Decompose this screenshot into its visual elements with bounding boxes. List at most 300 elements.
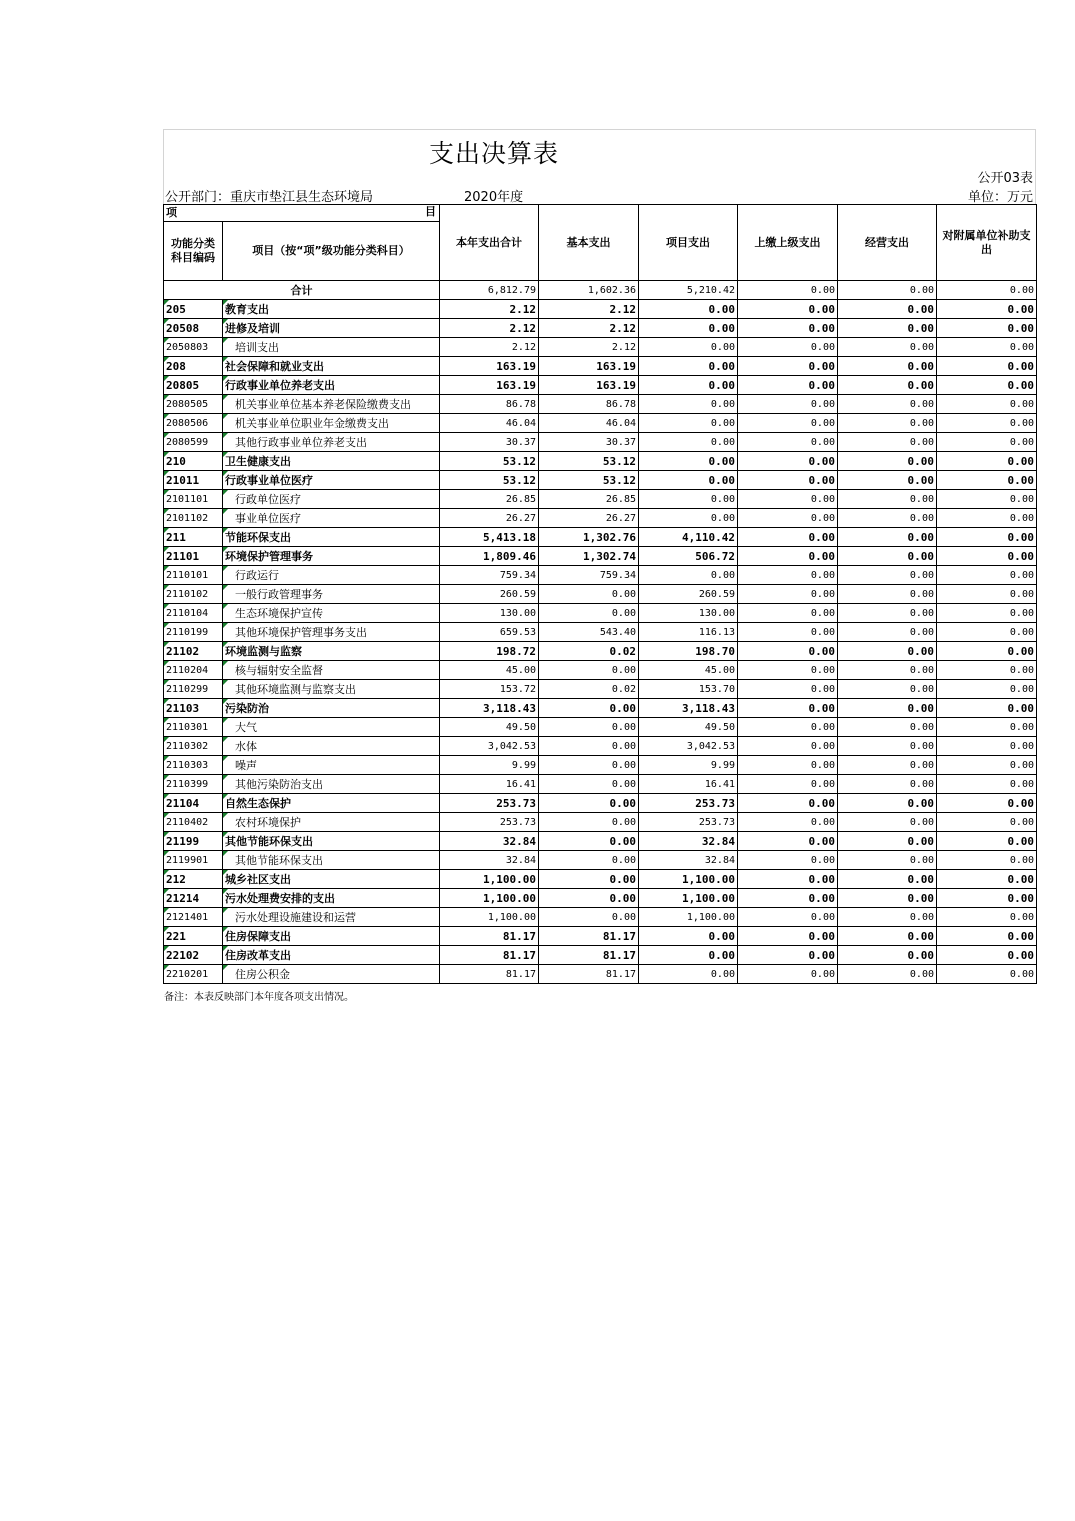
row-value: 16.41 (440, 775, 539, 794)
row-value: 26.85 (440, 490, 539, 509)
row-value: 0.00 (738, 547, 838, 566)
row-value: 26.27 (440, 509, 539, 528)
row-value: 53.12 (440, 471, 539, 490)
table-row (164, 965, 1037, 984)
row-value: 0.00 (838, 471, 937, 490)
table-row (164, 927, 1037, 946)
row-value: 0.00 (937, 414, 1037, 433)
table-row (164, 737, 1037, 756)
table-row (164, 908, 1037, 927)
table-row (164, 870, 1037, 889)
row-value: 0.00 (937, 775, 1037, 794)
table-row (164, 414, 1037, 433)
row-value: 49.50 (639, 718, 738, 737)
row-value: 0.00 (738, 395, 838, 414)
row-value: 0.00 (738, 604, 838, 623)
row-value: 1,100.00 (440, 889, 539, 908)
row-value: 543.40 (539, 623, 639, 642)
row-value: 0.00 (937, 756, 1037, 775)
row-value: 0.00 (838, 338, 937, 357)
row-value: 0.00 (838, 908, 937, 927)
row-code: 208 (164, 357, 223, 376)
row-value: 46.04 (440, 414, 539, 433)
row-value: 0.00 (838, 566, 937, 585)
table-row (164, 889, 1037, 908)
row-code: 22102 (164, 946, 223, 965)
row-code: 2110104 (164, 604, 223, 623)
row-name: 社会保障和就业支出 (223, 357, 440, 376)
row-value: 9.99 (440, 756, 539, 775)
title-block (163, 129, 1036, 204)
row-value: 0.00 (838, 547, 937, 566)
row-code: 2101102 (164, 509, 223, 528)
row-value: 153.72 (440, 680, 539, 699)
row-code: 212 (164, 870, 223, 889)
row-value: 0.00 (639, 509, 738, 528)
table-row (164, 319, 1037, 338)
row-value: 0.00 (738, 642, 838, 661)
table-row (164, 509, 1037, 528)
row-value: 5,413.18 (440, 528, 539, 547)
row-name: 污染防治 (223, 699, 440, 718)
row-value: 0.00 (738, 623, 838, 642)
row-value: 0.00 (937, 338, 1037, 357)
table-row (164, 357, 1037, 376)
row-name: 噪声 (223, 756, 440, 775)
row-value: 0.00 (639, 490, 738, 509)
row-value: 0.00 (838, 490, 937, 509)
row-name: 节能环保支出 (223, 528, 440, 547)
row-name: 生态环境保护宣传 (223, 604, 440, 623)
row-value: 0.00 (539, 813, 639, 832)
row-value: 0.00 (539, 737, 639, 756)
row-value: 0.00 (838, 851, 937, 870)
row-value: 0.00 (738, 680, 838, 699)
table-row (164, 376, 1037, 395)
row-value: 0.00 (738, 452, 838, 471)
row-value: 2.12 (539, 300, 639, 319)
row-value: 0.00 (937, 300, 1037, 319)
total-value: 0.00 (838, 281, 937, 300)
row-value: 1,100.00 (639, 889, 738, 908)
table-row (164, 338, 1037, 357)
row-value: 0.00 (937, 376, 1037, 395)
row-value: 163.19 (539, 376, 639, 395)
table-row (164, 699, 1037, 718)
header-upper: 上缴上级支出 (738, 205, 838, 281)
row-code: 2119901 (164, 851, 223, 870)
row-value: 130.00 (639, 604, 738, 623)
row-value: 0.00 (738, 737, 838, 756)
row-value: 0.00 (838, 414, 937, 433)
row-code: 21102 (164, 642, 223, 661)
row-value: 46.04 (539, 414, 639, 433)
row-name: 环境保护管理事务 (223, 547, 440, 566)
row-value: 0.00 (639, 566, 738, 585)
row-value: 0.00 (738, 509, 838, 528)
row-value: 1,100.00 (639, 908, 738, 927)
row-value: 0.00 (539, 775, 639, 794)
row-value: 81.17 (539, 927, 639, 946)
row-name: 污水处理设施建设和运营 (223, 908, 440, 927)
row-value: 81.17 (440, 965, 539, 984)
row-value: 253.73 (639, 813, 738, 832)
row-value: 0.00 (838, 300, 937, 319)
row-value: 163.19 (539, 357, 639, 376)
row-value: 0.00 (937, 357, 1037, 376)
row-value: 0.00 (838, 395, 937, 414)
row-value: 0.00 (937, 737, 1037, 756)
table-row (164, 452, 1037, 471)
row-code: 221 (164, 927, 223, 946)
header-xiangmu (164, 205, 440, 222)
table-row (164, 642, 1037, 661)
total-value: 5,210.42 (639, 281, 738, 300)
row-value: 0.00 (838, 832, 937, 851)
row-value: 506.72 (639, 547, 738, 566)
total-value: 1,602.36 (539, 281, 639, 300)
row-value: 0.00 (539, 756, 639, 775)
row-value: 198.70 (639, 642, 738, 661)
row-value: 0.00 (937, 870, 1037, 889)
row-value: 81.17 (440, 927, 539, 946)
row-value: 0.00 (838, 889, 937, 908)
row-value: 0.00 (937, 642, 1037, 661)
row-name: 住房公积金 (223, 965, 440, 984)
row-code: 2110101 (164, 566, 223, 585)
header-code: 功能分类科目编码 (164, 222, 223, 281)
total-value: 0.00 (738, 281, 838, 300)
row-value: 0.00 (937, 851, 1037, 870)
row-value: 0.00 (539, 604, 639, 623)
row-name: 其他行政事业单位养老支出 (223, 433, 440, 452)
row-value: 0.00 (838, 357, 937, 376)
row-name: 城乡社区支出 (223, 870, 440, 889)
row-value: 0.00 (937, 927, 1037, 946)
row-value: 0.00 (838, 699, 937, 718)
row-value: 0.00 (937, 319, 1037, 338)
row-value: 1,809.46 (440, 547, 539, 566)
table-row (164, 300, 1037, 319)
row-name: 环境监测与监察 (223, 642, 440, 661)
row-value: 0.00 (738, 908, 838, 927)
row-value: 0.00 (738, 300, 838, 319)
row-name: 行政运行 (223, 566, 440, 585)
row-value: 0.00 (937, 889, 1037, 908)
row-value: 0.00 (738, 338, 838, 357)
row-value: 30.37 (539, 433, 639, 452)
row-code: 21199 (164, 832, 223, 851)
table-row (164, 566, 1037, 585)
row-value: 0.00 (539, 870, 639, 889)
table-row (164, 813, 1037, 832)
row-value: 32.84 (639, 851, 738, 870)
row-code: 2110299 (164, 680, 223, 699)
row-value: 32.84 (440, 832, 539, 851)
header-name: 项目（按“项”级功能分类科目） (223, 222, 440, 281)
row-name: 核与辐射安全监督 (223, 661, 440, 680)
row-value: 0.00 (838, 870, 937, 889)
row-value: 1,100.00 (440, 908, 539, 927)
row-value: 0.00 (937, 585, 1037, 604)
row-value: 0.00 (838, 585, 937, 604)
row-name: 行政事业单位养老支出 (223, 376, 440, 395)
row-value: 0.00 (738, 775, 838, 794)
header-subsidy: 对附属单位补助支出 (937, 205, 1037, 281)
row-value: 0.00 (937, 832, 1037, 851)
row-name: 行政事业单位医疗 (223, 471, 440, 490)
row-value: 0.00 (738, 585, 838, 604)
row-code: 2110303 (164, 756, 223, 775)
row-value: 253.73 (440, 794, 539, 813)
row-code: 20508 (164, 319, 223, 338)
row-code: 211 (164, 528, 223, 547)
table-row (164, 661, 1037, 680)
row-value: 153.70 (639, 680, 738, 699)
row-value: 0.00 (539, 908, 639, 927)
row-value: 32.84 (440, 851, 539, 870)
row-value: 0.00 (539, 794, 639, 813)
row-value: 1,302.76 (539, 528, 639, 547)
expenditure-sheet (163, 129, 1036, 1003)
unit-label: 单位：万元 (967, 190, 1033, 205)
row-value: 0.00 (838, 452, 937, 471)
total-value: 0.00 (937, 281, 1037, 300)
row-value: 0.00 (937, 965, 1037, 984)
expenditure-table (163, 204, 1037, 984)
row-code: 2080505 (164, 395, 223, 414)
row-value: 9.99 (639, 756, 738, 775)
row-value: 759.34 (440, 566, 539, 585)
row-name: 大气 (223, 718, 440, 737)
row-name: 农村环境保护 (223, 813, 440, 832)
row-value: 0.00 (738, 528, 838, 547)
total-label: 合计 (164, 281, 440, 300)
row-value: 130.00 (440, 604, 539, 623)
page-title: 支出决算表 (429, 139, 560, 168)
row-code: 205 (164, 300, 223, 319)
row-value: 1,100.00 (440, 870, 539, 889)
table-row (164, 604, 1037, 623)
table-row (164, 794, 1037, 813)
row-value: 0.00 (838, 376, 937, 395)
table-row (164, 585, 1037, 604)
row-name: 其他污染防治支出 (223, 775, 440, 794)
row-value: 0.00 (937, 908, 1037, 927)
row-value: 0.00 (838, 433, 937, 452)
row-value: 0.00 (838, 756, 937, 775)
row-value: 0.00 (937, 471, 1037, 490)
row-value: 81.17 (440, 946, 539, 965)
row-value: 0.00 (838, 965, 937, 984)
row-value: 26.85 (539, 490, 639, 509)
row-value: 0.00 (937, 813, 1037, 832)
row-value: 49.50 (440, 718, 539, 737)
row-value: 2.12 (440, 319, 539, 338)
row-value: 0.00 (738, 965, 838, 984)
row-name: 其他环境监测与监察支出 (223, 680, 440, 699)
table-row (164, 775, 1037, 794)
row-name: 其他节能环保支出 (223, 851, 440, 870)
row-name: 住房保障支出 (223, 927, 440, 946)
row-value: 0.00 (639, 927, 738, 946)
row-code: 21104 (164, 794, 223, 813)
table-row (164, 547, 1037, 566)
row-name: 机关事业单位职业年金缴费支出 (223, 414, 440, 433)
row-value: 0.00 (639, 338, 738, 357)
row-value: 45.00 (639, 661, 738, 680)
row-value: 3,042.53 (639, 737, 738, 756)
row-value: 0.00 (937, 509, 1037, 528)
header-total: 本年支出合计 (440, 205, 539, 281)
row-value: 0.00 (738, 851, 838, 870)
row-code: 2101101 (164, 490, 223, 509)
row-value: 260.59 (440, 585, 539, 604)
table-row (164, 395, 1037, 414)
table-row (164, 623, 1037, 642)
total-value: 6,812.79 (440, 281, 539, 300)
row-code: 2210201 (164, 965, 223, 984)
row-value: 2.12 (440, 300, 539, 319)
row-value: 86.78 (440, 395, 539, 414)
row-code: 20805 (164, 376, 223, 395)
row-value: 0.00 (937, 794, 1037, 813)
row-value: 0.02 (539, 642, 639, 661)
row-value: 86.78 (539, 395, 639, 414)
row-value: 45.00 (440, 661, 539, 680)
row-value: 0.00 (639, 300, 738, 319)
row-value: 0.00 (937, 528, 1037, 547)
row-value: 53.12 (539, 471, 639, 490)
row-value: 759.34 (539, 566, 639, 585)
row-code: 2110199 (164, 623, 223, 642)
row-value: 0.02 (539, 680, 639, 699)
row-value: 0.00 (639, 471, 738, 490)
row-value: 1,302.74 (539, 547, 639, 566)
row-value: 0.00 (937, 395, 1037, 414)
row-value: 0.00 (937, 680, 1037, 699)
row-name: 行政单位医疗 (223, 490, 440, 509)
row-value: 0.00 (937, 699, 1037, 718)
row-name: 污水处理费安排的支出 (223, 889, 440, 908)
row-value: 0.00 (838, 794, 937, 813)
row-value: 4,110.42 (639, 528, 738, 547)
row-code: 2110301 (164, 718, 223, 737)
header-business: 经营支出 (838, 205, 937, 281)
row-value: 163.19 (440, 376, 539, 395)
row-value: 0.00 (738, 319, 838, 338)
row-name: 机关事业单位基本养老保险缴费支出 (223, 395, 440, 414)
row-code: 21214 (164, 889, 223, 908)
row-value: 0.00 (838, 623, 937, 642)
row-value: 0.00 (838, 813, 937, 832)
form-number: 公开03表 (977, 171, 1033, 186)
row-value: 1,100.00 (639, 870, 738, 889)
row-value: 0.00 (539, 851, 639, 870)
row-value: 0.00 (838, 642, 937, 661)
row-value: 0.00 (738, 946, 838, 965)
row-value: 0.00 (738, 889, 838, 908)
row-value: 32.84 (639, 832, 738, 851)
row-code: 2110302 (164, 737, 223, 756)
row-value: 0.00 (738, 794, 838, 813)
row-name: 教育支出 (223, 300, 440, 319)
row-name: 其他环境保护管理事务支出 (223, 623, 440, 642)
row-name: 水体 (223, 737, 440, 756)
row-value: 0.00 (937, 946, 1037, 965)
row-value: 0.00 (539, 585, 639, 604)
department-label: 公开部门：重庆市垫江县生态环境局 (165, 190, 374, 205)
row-value: 30.37 (440, 433, 539, 452)
header-basic: 基本支出 (539, 205, 639, 281)
row-value: 26.27 (539, 509, 639, 528)
row-code: 21011 (164, 471, 223, 490)
table-row (164, 946, 1037, 965)
row-value: 0.00 (738, 376, 838, 395)
row-value: 0.00 (539, 718, 639, 737)
row-value: 0.00 (838, 737, 937, 756)
header-project: 项目支出 (639, 205, 738, 281)
row-value: 0.00 (639, 452, 738, 471)
table-row (164, 832, 1037, 851)
row-name: 自然生态保护 (223, 794, 440, 813)
row-value: 0.00 (639, 319, 738, 338)
row-name: 其他节能环保支出 (223, 832, 440, 851)
row-value: 0.00 (539, 699, 639, 718)
row-value: 0.00 (539, 889, 639, 908)
row-value: 0.00 (937, 623, 1037, 642)
row-value: 0.00 (838, 604, 937, 623)
row-value: 0.00 (639, 946, 738, 965)
row-value: 163.19 (440, 357, 539, 376)
row-value: 0.00 (738, 756, 838, 775)
row-value: 0.00 (937, 718, 1037, 737)
row-value: 0.00 (937, 604, 1037, 623)
footnote: 备注：本表反映部门本年度各项支出情况。 (164, 992, 354, 1003)
row-value: 0.00 (738, 490, 838, 509)
table-row (164, 756, 1037, 775)
row-value: 659.53 (440, 623, 539, 642)
row-code: 2121401 (164, 908, 223, 927)
row-value: 0.00 (838, 680, 937, 699)
table-row (164, 851, 1037, 870)
row-value: 253.73 (639, 794, 738, 813)
table-row (164, 718, 1037, 737)
row-name: 卫生健康支出 (223, 452, 440, 471)
table-row (164, 471, 1037, 490)
header-mu: 目 (425, 205, 436, 218)
row-value: 2.12 (440, 338, 539, 357)
row-name: 培训支出 (223, 338, 440, 357)
row-value: 0.00 (639, 965, 738, 984)
row-code: 2110102 (164, 585, 223, 604)
row-name: 进修及培训 (223, 319, 440, 338)
row-value: 53.12 (440, 452, 539, 471)
row-value: 0.00 (838, 946, 937, 965)
row-value: 0.00 (937, 547, 1037, 566)
row-name: 事业单位医疗 (223, 509, 440, 528)
row-value: 0.00 (639, 395, 738, 414)
row-value: 16.41 (639, 775, 738, 794)
table-row (164, 680, 1037, 699)
row-value: 0.00 (838, 509, 937, 528)
row-value: 3,118.43 (440, 699, 539, 718)
table-row (164, 490, 1037, 509)
row-code: 21101 (164, 547, 223, 566)
row-code: 210 (164, 452, 223, 471)
row-value: 0.00 (639, 414, 738, 433)
row-code: 21103 (164, 699, 223, 718)
